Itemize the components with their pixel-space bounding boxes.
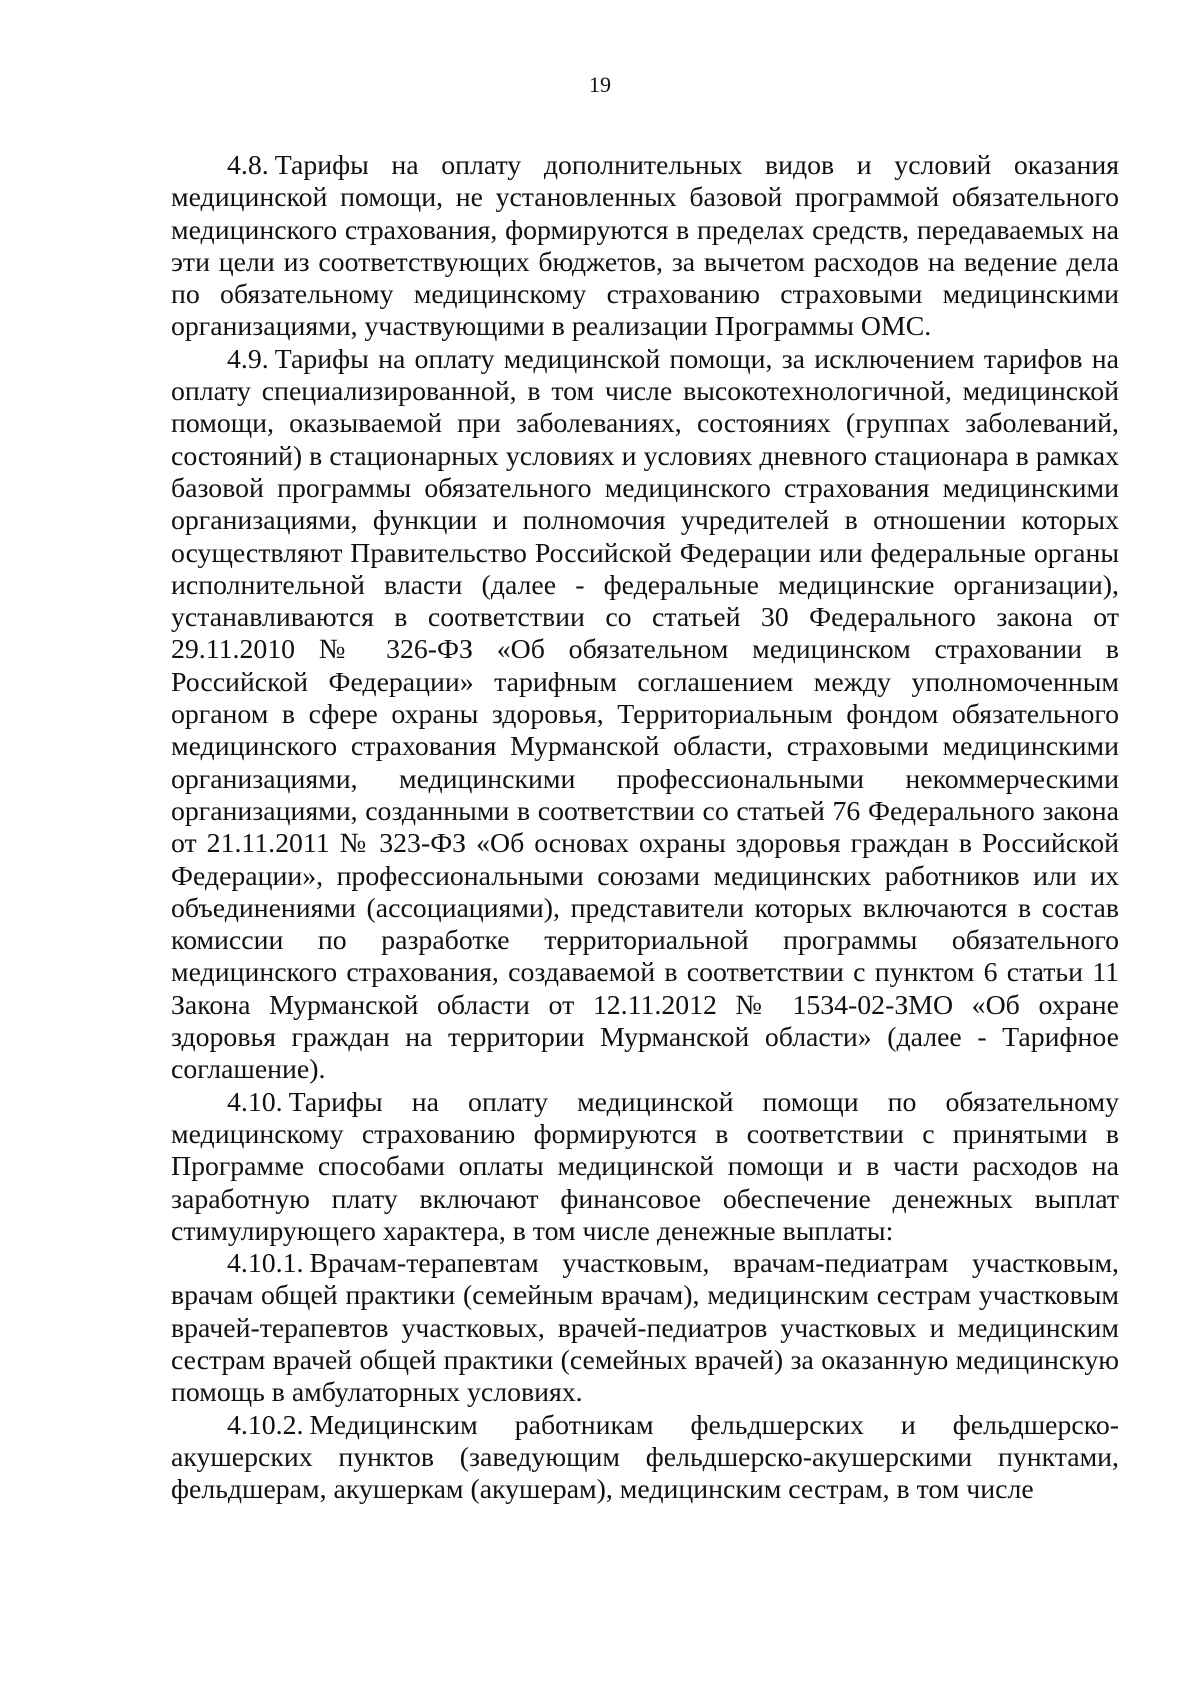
paragraph-4-8 bbox=[171, 150, 1119, 344]
paragraph-number: 4.9. bbox=[227, 343, 269, 375]
paragraph-text: Тарифы на оплату медицинской помощи по обязательному медицинскому страхованию формируются в соответствии с принятыми в Программе способами оплаты медицинской помощи и в части расходов на заработную плату включают финансовое обеспечение денежных выплат стимулирующего характера, в том числе денежные выплаты: bbox=[171, 1086, 1119, 1247]
paragraph-number: 4.10. bbox=[227, 1086, 283, 1118]
paragraph-text: Врачам-терапевтам участковым, врачам-педиатрам участковым, врачам общей практики (семейным врачам), медицинским сестрам участковым врачей-терапевтов участковых, врачей-педиатров участковых и медицинским сестрам врачей общей практики (семейных врачей) за оказанную медицинскую помощь в амбулаторных условиях. bbox=[171, 1248, 1119, 1409]
paragraph-4-10 bbox=[171, 1087, 1119, 1248]
paragraph-4-9 bbox=[171, 344, 1119, 1087]
paragraph-text: Тарифы на оплату медицинской помощи, за исключением тарифов на оплату специализированной, в том числе высокотехнологичной, медицинской помощи, оказываемой при заболеваниях, состояниях (группах заболеваний, состояний) в стационарных условиях и условиях дневного стационара в рамках базовой программы обязательного медицинского страхования медицинскими организациями, функции и полномочия учредителей в отношении которых осуществляют Правительство Российской Федерации или федеральные органы исполнительной власти (далее - федеральные медицинские организации), устанавливаются в соответствии со статьей 30 Федерального закона от 29.11.2010 № 326-ФЗ «Об обязательном медицинском страховании в Российской Федерации» тарифным соглашением между уполномоченным органом в сфере охраны здоровья, Территориальным фондом обязательного медицинского страхования Мурманской области, страховыми медицинскими организациями, медицинскими профессиональными некоммерческими организациями, созданными в соответствии со статьей 76 Федерального закона от 21.11.2011 № 323-ФЗ «Об основах охраны здоровья граждан в Российской Федерации», профессиональными союзами медицинских работников или их объединениями (ассоциациями), представители которых включаются в состав комиссии по разработке территориальной программы обязательного медицинского страхования, создаваемой в соответствии с пунктом 6 статьи 11 Закона Мурманской области от 12.11.2012 № 1534-02-ЗМО «Об охране здоровья граждан на территории Мурманской области» (далее - Тарифное соглашение). bbox=[171, 343, 1119, 1086]
document-body bbox=[171, 150, 1119, 1506]
paragraph-text: Медицинским работникам фельдшерских и фельдшерско-акушерских пунктов (заведующим фельдшерско-акушерскими пунктами, фельдшерам, акушеркам (акушерам), медицинским сестрам, в том числе bbox=[171, 1409, 1119, 1506]
page-number: 19 bbox=[589, 72, 611, 97]
paragraph-text: Тарифы на оплату дополнительных видов и условий оказания медицинской помощи, не установленных базовой программой обязательного медицинского страхования, формируются в пределах средств, передаваемых на эти цели из соответствующих бюджетов, за вычетом расходов на ведение дела по обязательному медицинскому страхованию страховыми медицинскими организациями, участвующими в реализации Программы ОМС. bbox=[171, 150, 1119, 343]
paragraph-number: 4.10.1. bbox=[227, 1248, 304, 1280]
paragraph-number: 4.10.2. bbox=[227, 1409, 304, 1441]
paragraph-number: 4.8. bbox=[227, 150, 269, 181]
paragraph-4-10-1 bbox=[171, 1248, 1119, 1409]
paragraph-4-10-2 bbox=[171, 1410, 1119, 1507]
